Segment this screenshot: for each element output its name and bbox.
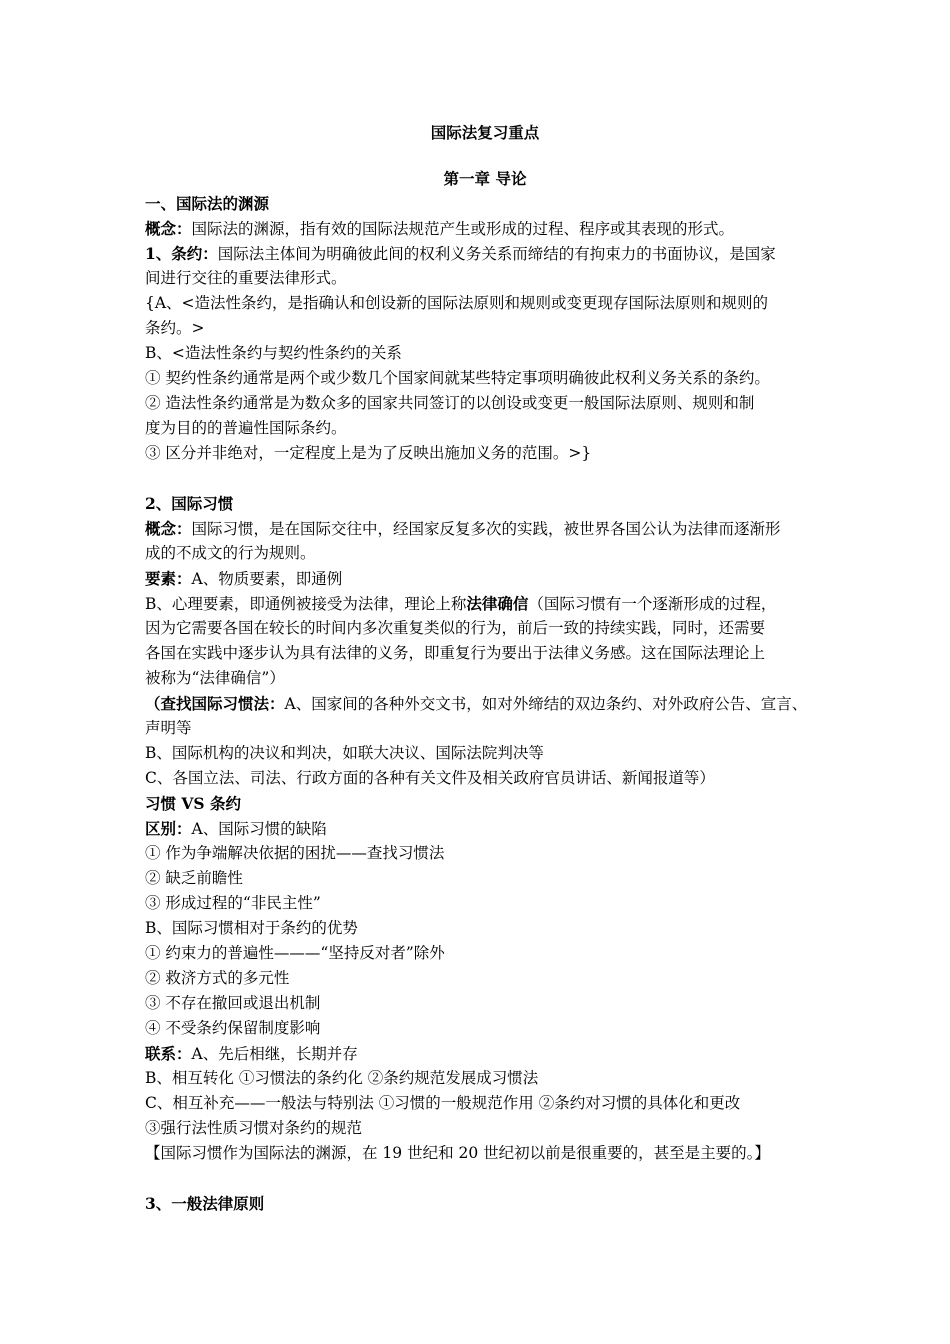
section-heading: 3、一般法律原则 <box>145 1194 265 1213</box>
list-item: ② 救济方式的多元性 <box>145 969 290 987</box>
paragraph-text: B、心理要素，即通例被接受为法律，理论上称 <box>145 595 467 613</box>
paragraph-line <box>145 691 825 716</box>
term-label: 联系： <box>145 1044 192 1063</box>
paragraph-line: B、国际机构的决议和判决，如联大决议、国际法院判决等 <box>145 744 544 762</box>
list-item: ① 约束力的普遍性———“坚持反对者”除外 <box>145 944 445 962</box>
paragraph-line: C、相互补充——一般法与特别法 ①习惯的一般规范作用 ②条约对习惯的具体化和更改 <box>145 1094 741 1112</box>
list-item: ④ 不受条约保留制度影响 <box>145 1019 321 1037</box>
list-item: ③ 形成过程的“非民主性” <box>145 894 321 912</box>
paragraph-line: {A、<造法性条约，是指确认和创设新的国际法原则和规则或变更现存国际法原则和规则的 <box>145 294 769 312</box>
list-item: ③ 不存在撤回或退出机制 <box>145 994 321 1012</box>
section-heading: 2、国际习惯 <box>145 494 234 513</box>
list-item: ③ 区分并非绝对，一定程度上是为了反映出施加义务的范围。>} <box>145 444 592 462</box>
note-line: 【国际习惯作为国际法的渊源，在 19 世纪和 20 世纪初以前是很重要的，甚至是主要的。】 <box>145 1144 770 1162</box>
list-item: 度为目的的普遍性国际条约。 <box>145 419 347 437</box>
paragraph-text: A、物质要素，即通例 <box>191 570 343 588</box>
document-body <box>145 120 825 1216</box>
paragraph-line: 各国在实践中逐步认为具有法律的义务，即重复行为要出于法律义务感。这在国际法理论上 <box>145 644 766 662</box>
section-heading: 一、国际法的渊源 <box>145 194 270 213</box>
paragraph-text: A、国际习惯的缺陷 <box>191 820 327 838</box>
document-title: 国际法复习重点 <box>430 123 540 142</box>
paragraph-line: C、各国立法、司法、行政方面的各种有关文件及相关政府官员讲话、新闻报道等） <box>145 769 715 787</box>
paragraph-line: 被称为“法律确信”） <box>145 669 285 687</box>
paragraph-line: B、国际习惯相对于条约的优势 <box>145 919 358 937</box>
paragraph-line: ③强行法性质习惯对条约的规范 <box>145 1119 363 1137</box>
term-label: 要素： <box>145 569 192 588</box>
list-item: ① 契约性条约通常是两个或少数几个国家间就某些特定事项明确彼此权利义务关系的条约。 <box>145 369 770 387</box>
term-label: 法律确信 <box>466 594 529 613</box>
paragraph-text: 国际法的渊源，指有效的国际法规范产生或形成的过程、程序或其表现的形式。 <box>191 220 735 238</box>
list-item: ② 造法性条约通常是为数众多的国家共同签订的以创设或变更一般国际法原则、规则和制 <box>145 394 755 412</box>
subsection-heading: 习惯 VS 条约 <box>145 794 242 813</box>
list-item: ① 作为争端解决依据的困扰——查找习惯法 <box>145 844 445 862</box>
paragraph-text: 国际习惯，是在国际交往中，经国家反复多次的实践，被世界各国公认为法律而逐渐形 <box>191 520 781 538</box>
paragraph-line <box>145 591 825 616</box>
paragraph-text: A、先后相继，长期并存 <box>191 1045 358 1063</box>
paragraph-line <box>145 1041 825 1066</box>
term-label: 1、条约： <box>145 244 218 263</box>
paragraph-line: B、<造法性条约与契约性条约的关系 <box>145 344 402 362</box>
paragraph-line <box>145 216 825 241</box>
term-label: （查找国际习惯法： <box>145 694 285 713</box>
term-label: 概念： <box>145 219 192 238</box>
list-item: ② 缺乏前瞻性 <box>145 869 243 887</box>
paragraph-line: 因为它需要各国在较长的时间内多次重复类似的行为，前后一致的持续实践，同时，还需要 <box>145 619 766 637</box>
paragraph-line <box>145 566 825 591</box>
paragraph-line <box>145 516 825 541</box>
paragraph-line <box>145 241 825 266</box>
paragraph-line: 声明等 <box>145 719 192 737</box>
paragraph-text: 国际法主体间为明确彼此间的权利义务关系而缔结的有拘束力的书面协议，是国家 <box>217 245 776 263</box>
term-label: 概念： <box>145 519 192 538</box>
paragraph-line: B、相互转化 ①习惯法的条约化 ②条约规范发展成习惯法 <box>145 1069 539 1087</box>
term-label: 区别： <box>145 819 192 838</box>
paragraph-line: 间进行交往的重要法律形式。 <box>145 269 347 287</box>
paragraph-line: 成的不成文的行为规则。 <box>145 544 316 562</box>
chapter-heading: 第一章 导论 <box>443 169 527 188</box>
paragraph-line <box>145 816 825 841</box>
paragraph-text: A、国家间的各种外交文书，如对外缔结的双边条约、对外政府公告、宣言、 <box>284 695 808 713</box>
paragraph-text: （国际习惯有一个逐渐形成的过程， <box>528 595 777 613</box>
paragraph-line: 条约。> <box>145 319 205 337</box>
